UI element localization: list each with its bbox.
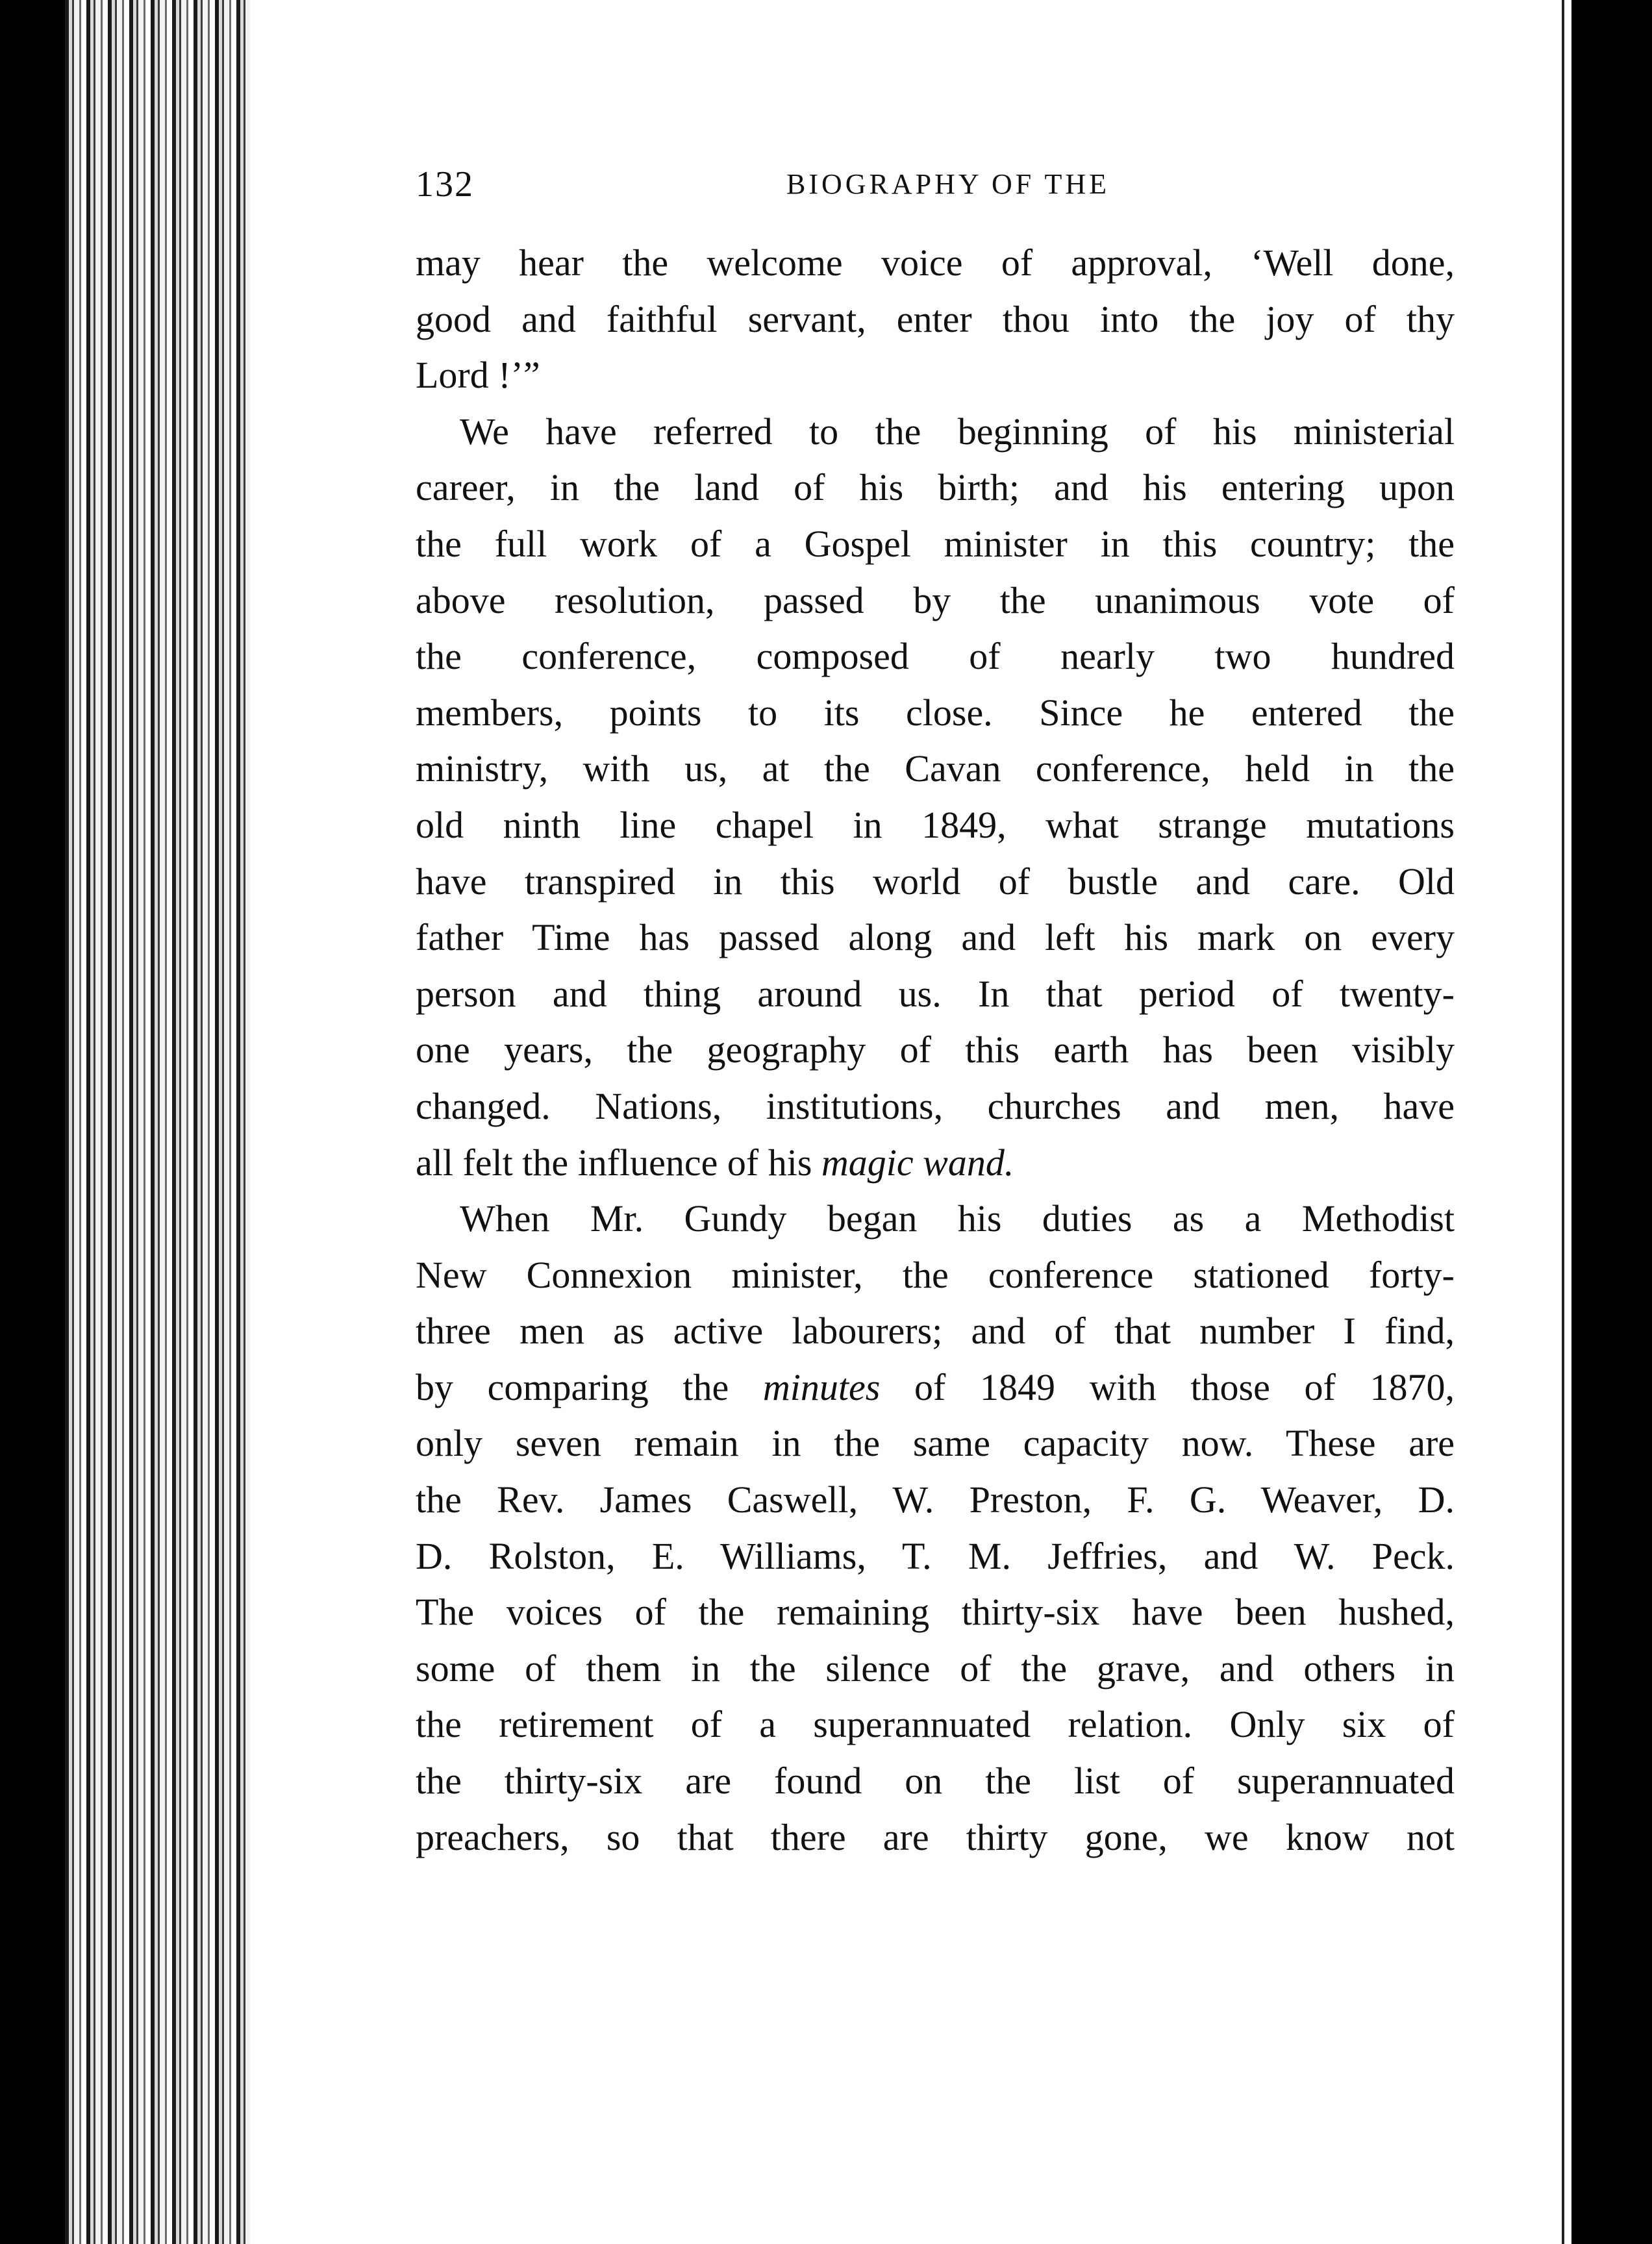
italic-text: magic wand. — [821, 1141, 1014, 1184]
text-line: some of them in the silence of the grave, and others in — [416, 1647, 1455, 1689]
text-line: three men as active labourers; and of that number I find, — [416, 1310, 1455, 1353]
page-number: 132 — [416, 164, 474, 205]
text-line: good and faithful servant, enter thou into the joy of thy — [416, 297, 1455, 340]
text-fragment: by comparing the — [416, 1365, 729, 1408]
text-line: the retirement of a superannuated relation. Only six of — [416, 1703, 1455, 1746]
text-line: Lord !’” — [416, 354, 540, 397]
running-head: BIOGRAPHY OF THE — [786, 168, 1110, 200]
text-line: only seven remain in the same capacity now. These are — [416, 1422, 1455, 1465]
text-line: one years, the geography of this earth has been visibly — [416, 1028, 1455, 1071]
italic-text: minutes — [762, 1365, 881, 1408]
text-line: We have referred to the beginning of his ministerial — [460, 410, 1455, 453]
text-line: have transpired in this world of bustle and care. Old — [416, 860, 1455, 903]
text-line: When Mr. Gundy began his duties as a Methodist — [460, 1197, 1455, 1240]
text-line: preachers, so that there are thirty gone, we know not — [416, 1815, 1455, 1858]
text-line: the thirty-six are found on the list of superannuated — [416, 1760, 1455, 1802]
text-line: The voices of the remaining thirty-six have been hushed, — [416, 1591, 1455, 1634]
text-line: changed. Nations, institutions, churches and men, have — [416, 1084, 1455, 1127]
text-line: person and thing around us. In that period of twenty- — [416, 972, 1455, 1015]
text-line: D. Rolston, E. Williams, T. M. Jeffries, and W. Peck. — [416, 1534, 1455, 1577]
text-fragment: of 1849 with those of 1870, — [914, 1365, 1455, 1408]
scan-background-right — [1571, 0, 1652, 2244]
text-line — [416, 1360, 1455, 1416]
book-page-edges — [65, 0, 253, 2244]
text-line: the full work of a Gospel minister in this country; the — [416, 522, 1455, 565]
page-header — [416, 164, 1481, 216]
text-line: may hear the welcome voice of approval, ‘Well done, — [416, 242, 1455, 284]
text-line: members, points to its close. Since he entered the — [416, 691, 1455, 734]
text-fragment: all felt the influence of his — [416, 1141, 812, 1184]
text-line: career, in the land of his birth; and his entering upon — [416, 466, 1455, 509]
body-text — [416, 235, 1455, 1865]
text-line: the Rev. James Caswell, W. Preston, F. G. Weaver, D. — [416, 1478, 1455, 1521]
scan-background-left — [0, 0, 65, 2244]
text-line: ministry, with us, at the Cavan conference, held in the — [416, 747, 1455, 790]
text-line: the conference, composed of nearly two hundred — [416, 635, 1455, 678]
text-line: above resolution, passed by the unanimous vote of — [416, 579, 1455, 621]
text-line: old ninth line chapel in 1849, what strange mutations — [416, 803, 1455, 846]
text-line: New Connexion minister, the conference stationed forty- — [416, 1253, 1455, 1296]
text-line — [416, 1135, 1455, 1191]
text-line: father Time has passed along and left his mark on every — [416, 916, 1455, 959]
